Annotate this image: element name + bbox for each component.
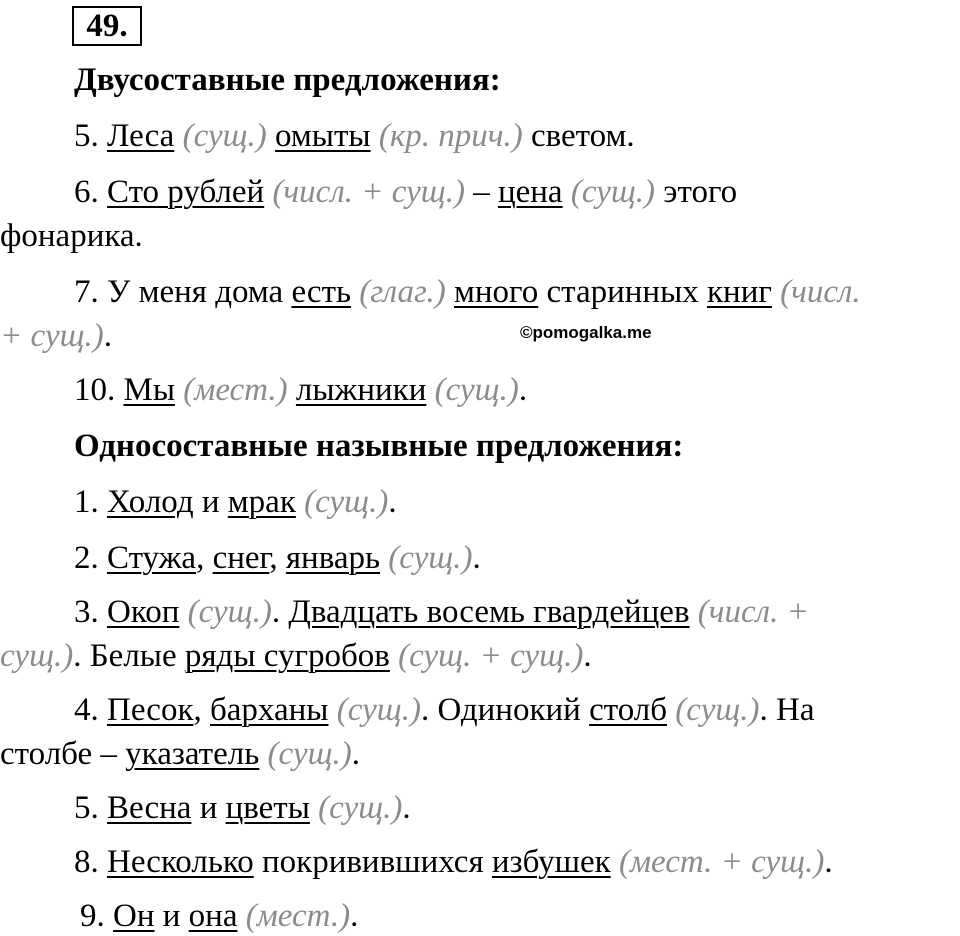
- task-number: 49.: [72, 6, 142, 46]
- nominal-4-cont: столбе – указатель (сущ.).: [0, 736, 360, 772]
- heading-two-part: Двусоставные предложения:: [74, 62, 501, 98]
- sentence-10: 10. Мы (мест.) лыжники (сущ.).: [74, 372, 528, 408]
- nominal-1: 1. Холод и мрак (сущ.).: [74, 484, 397, 520]
- sentence-7: 7. У меня дома есть (глаг.) много старинных книг (числ.: [74, 274, 861, 310]
- sentence-5: 5. Леса (сущ.) омыты (кр. прич.) светом.: [74, 118, 635, 154]
- heading-one-part: Односоставные назывные предложения:: [74, 428, 684, 464]
- sentence-6-cont: фонарика.: [0, 218, 143, 254]
- nominal-8: 8. Несколько покривившихся избушек (мест. + сущ.).: [74, 844, 833, 880]
- nominal-5: 5. Весна и цветы (сущ.).: [74, 790, 411, 826]
- nominal-9: 9. Он и она (мест.).: [80, 898, 359, 934]
- sentence-7-cont: + сущ.).: [0, 318, 112, 354]
- nominal-4: 4. Песок, барханы (сущ.). Одинокий столб (сущ.). На: [74, 692, 815, 728]
- nominal-3: 3. Окоп (сущ.). Двадцать восемь гвардейцев (числ. +: [74, 594, 809, 630]
- nominal-2: 2. Стужа, снег, январь (сущ.).: [74, 540, 481, 576]
- sentence-6: 6. Сто рублей (числ. + сущ.) – цена (сущ.) этого: [74, 174, 738, 210]
- nominal-3-cont: сущ.). Белые ряды сугробов (сущ. + сущ.).: [0, 638, 592, 674]
- watermark: ©pomogalka.me: [520, 323, 652, 342]
